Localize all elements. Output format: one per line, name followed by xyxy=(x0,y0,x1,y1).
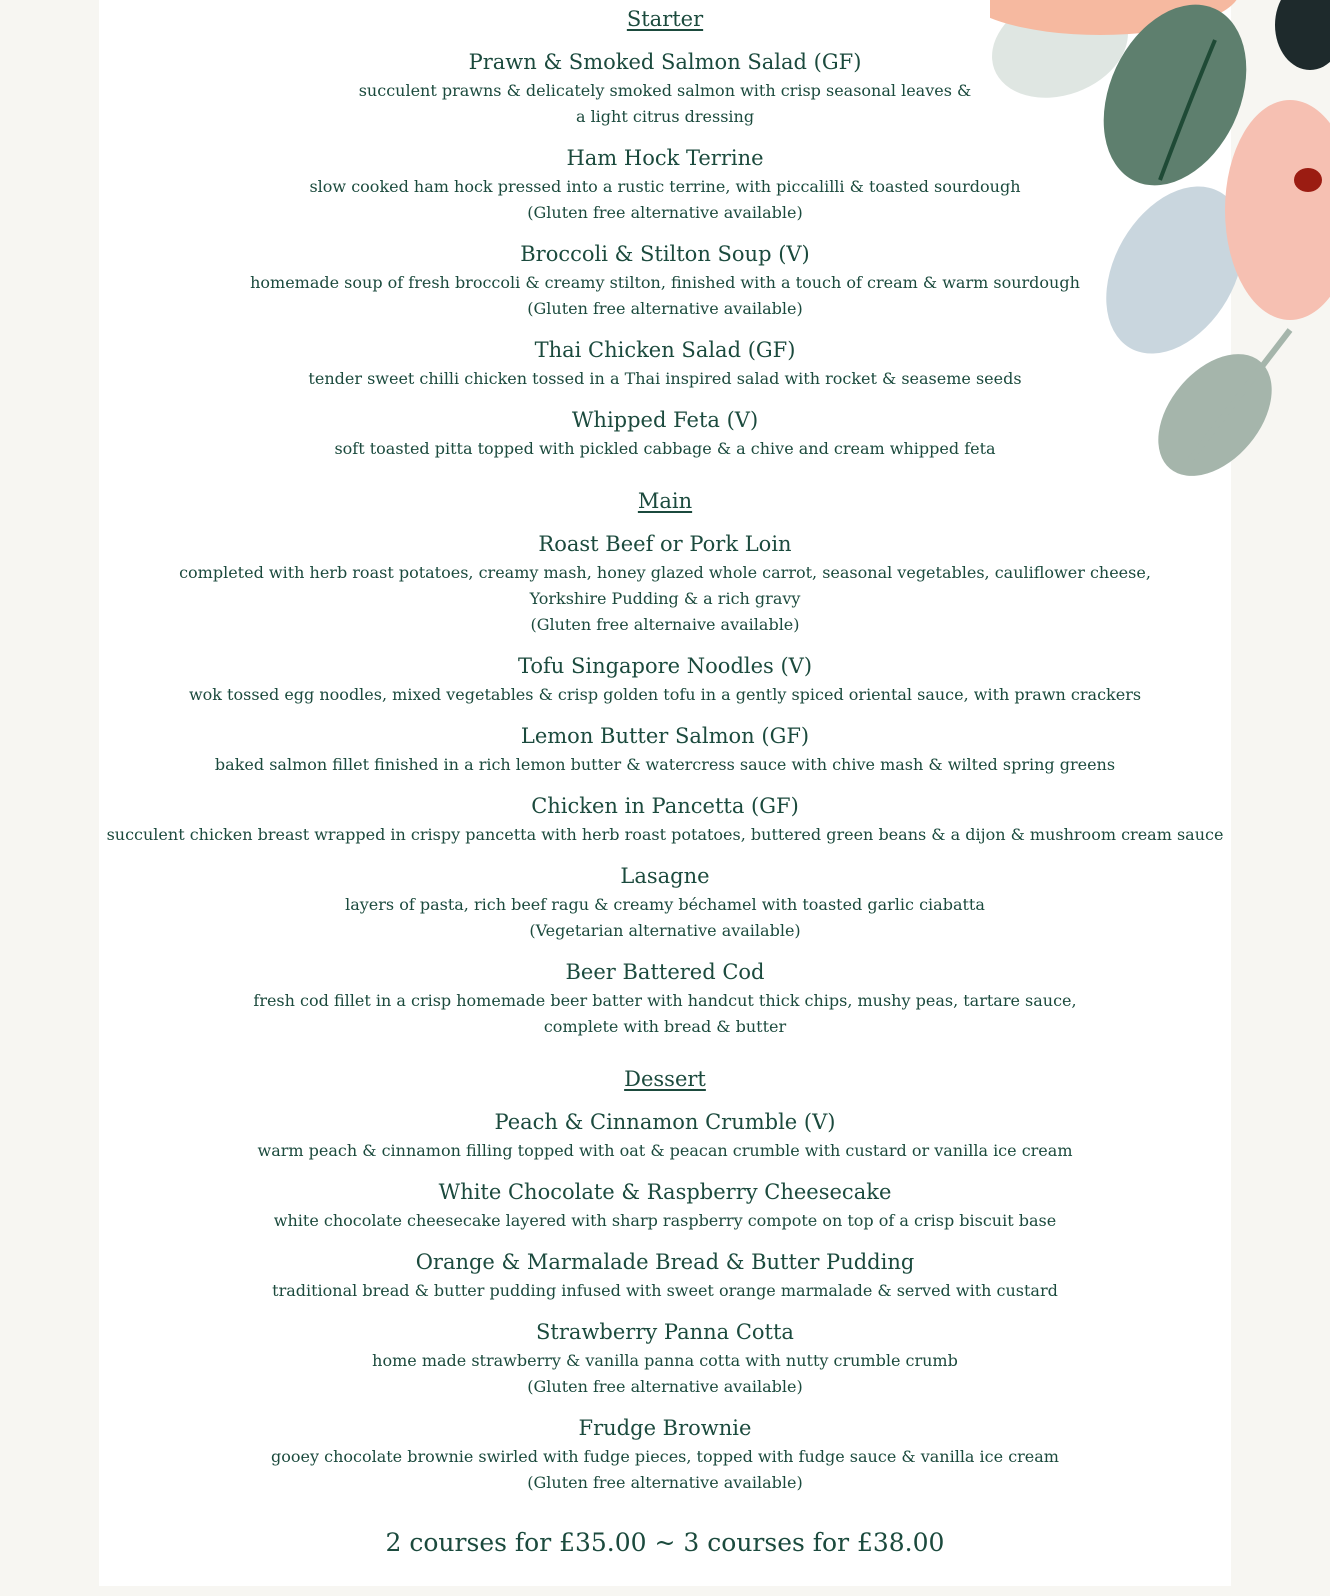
menu-item-name: Ham Hock Terrine xyxy=(566,146,764,170)
menu-item-description: (Gluten free alternative available) xyxy=(527,203,803,222)
price-line: 2 courses for £35.00 ~ 3 courses for £38.00 xyxy=(385,1528,945,1557)
menu-item-name: Peach & Cinnamon Crumble (V) xyxy=(494,1110,836,1134)
menu-section-starter xyxy=(99,4,1231,462)
menu-content xyxy=(99,4,1231,1560)
menu-item-description: white chocolate cheesecake layered with sharp raspberry compote on top of a crisp biscuit base xyxy=(273,1211,1057,1230)
menu-item-name: Broccoli & Stilton Soup (V) xyxy=(520,242,810,266)
menu-item-name: Lemon Butter Salmon (GF) xyxy=(520,724,810,748)
menu-item-description: fresh cod fillet in a crisp homemade beer batter with handcut thick chips, mushy peas, tartare sauce, xyxy=(253,991,1077,1010)
menu-item-description: (Gluten free alternative available) xyxy=(527,1377,803,1396)
menu-item-description: home made strawberry & vanilla panna cotta with nutty crumble crumb xyxy=(372,1351,958,1370)
menu-item-description: a light citrus dressing xyxy=(575,107,755,126)
menu-item-description: traditional bread & butter pudding infused with sweet orange marmalade & served with custard xyxy=(272,1281,1058,1300)
menu-item-name: White Chocolate & Raspberry Cheesecake xyxy=(438,1180,892,1204)
menu-item-description: tender sweet chilli chicken tossed in a Thai inspired salad with rocket & seaseme seeds xyxy=(308,369,1022,388)
menu-item-name: Thai Chicken Salad (GF) xyxy=(534,338,796,362)
menu-item-description: (Vegetarian alternative available) xyxy=(529,921,801,940)
menu-item-name: Tofu Singapore Noodles (V) xyxy=(517,654,813,678)
menu-item-description: gooey chocolate brownie swirled with fudge pieces, topped with fudge sauce & vanilla ice cream xyxy=(271,1447,1059,1466)
section-heading: Dessert xyxy=(624,1067,706,1091)
menu-item-name: Whipped Feta (V) xyxy=(571,408,759,432)
menu-item xyxy=(99,720,1231,778)
menu-section-dessert xyxy=(99,1064,1231,1496)
menu-item-name: Orange & Marmalade Bread & Butter Pudding xyxy=(415,1250,915,1274)
menu-item-description: complete with bread & butter xyxy=(543,1017,787,1036)
menu-item-name: Strawberry Panna Cotta xyxy=(536,1320,794,1344)
menu-item xyxy=(99,1106,1231,1164)
menu-item-name: Beer Battered Cod xyxy=(565,960,765,984)
menu-item-description: soft toasted pitta topped with pickled cabbage & a chive and cream whipped feta xyxy=(334,439,996,458)
menu-item-name: Prawn & Smoked Salmon Salad (GF) xyxy=(468,50,862,74)
menu-item-description: (Gluten free alternaive available) xyxy=(530,615,800,634)
menu-item xyxy=(99,1176,1231,1234)
menu-item-description: homemade soup of fresh broccoli & creamy stilton, finished with a touch of cream & warm sourdough xyxy=(250,273,1080,292)
menu-item-description: succulent prawns & delicately smoked salmon with crisp seasonal leaves & xyxy=(358,81,972,100)
section-heading: Starter xyxy=(626,7,704,31)
menu-item-description: succulent chicken breast wrapped in crispy pancetta with herb roast potatoes, buttered green beans & a dijon & mushroom cream sauce xyxy=(106,825,1224,844)
menu-item xyxy=(99,528,1231,638)
menu-item-description: baked salmon fillet finished in a rich lemon butter & watercress sauce with chive mash & wilted spring greens xyxy=(214,755,1116,774)
section-heading: Main xyxy=(637,489,693,513)
menu-item xyxy=(99,1412,1231,1496)
menu-item-name: Roast Beef or Pork Loin xyxy=(538,532,792,556)
menu-item-description: slow cooked ham hock pressed into a rustic terrine, with piccalilli & toasted sourdough xyxy=(309,177,1021,196)
menu-item-description: completed with herb roast potatoes, creamy mash, honey glazed whole carrot, seasonal vegetables, cauliflower cheese, xyxy=(179,563,1151,582)
menu-item xyxy=(99,1316,1231,1400)
menu-item xyxy=(99,46,1231,130)
menu-item xyxy=(99,650,1231,708)
menu-item xyxy=(99,142,1231,226)
menu-item-name: Frudge Brownie xyxy=(578,1416,752,1440)
menu-item-description: layers of pasta, rich beef ragu & creamy béchamel with toasted garlic ciabatta xyxy=(345,895,985,914)
menu-item-description: warm peach & cinnamon filling topped with oat & peacan crumble with custard or vanilla ice cream xyxy=(257,1141,1073,1160)
menu-item-description: Yorkshire Pudding & a rich gravy xyxy=(529,589,801,608)
menu-item xyxy=(99,238,1231,322)
menu-item-description: wok tossed egg noodles, mixed vegetables & crisp golden tofu in a gently spiced oriental sauce, with prawn crackers xyxy=(188,685,1142,704)
menu-item xyxy=(99,334,1231,392)
menu-item xyxy=(99,1246,1231,1304)
menu-item-name: Lasagne xyxy=(620,864,710,888)
menu-item xyxy=(99,790,1231,848)
menu-item-description: (Gluten free alternative available) xyxy=(527,1473,803,1492)
menu-item xyxy=(99,956,1231,1040)
menu-item-name: Chicken in Pancetta (GF) xyxy=(531,794,799,818)
menu-section-main xyxy=(99,486,1231,1040)
menu-item xyxy=(99,404,1231,462)
menu-item xyxy=(99,860,1231,944)
menu-item-description: (Gluten free alternative available) xyxy=(527,299,803,318)
